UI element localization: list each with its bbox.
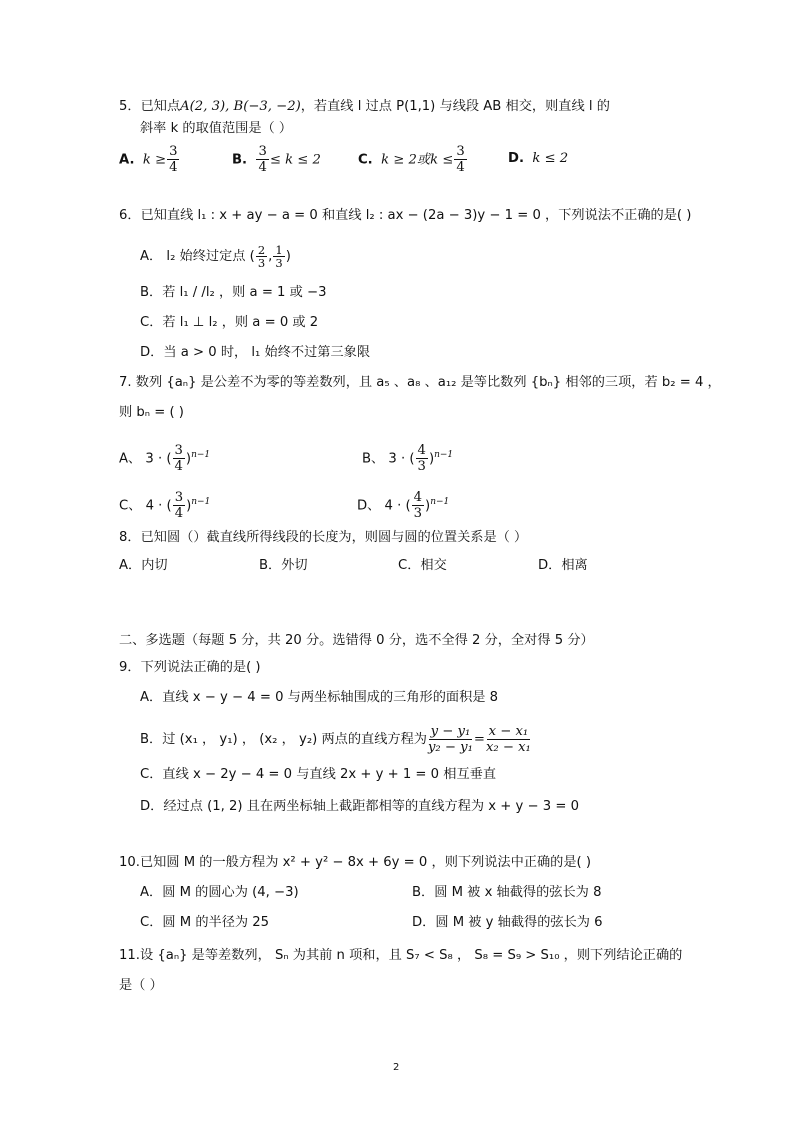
q5-stem-line2: 斜率 k 的取值范围是（ ）: [140, 121, 293, 136]
numerator: 4: [417, 442, 426, 458]
option-label: C.: [358, 152, 373, 168]
q7-stem-line2: 则 bₙ = ( ): [119, 405, 184, 420]
numerator: 3: [174, 489, 184, 505]
q5-stem: [119, 97, 610, 117]
fraction: [416, 443, 428, 474]
q8-option-c: C．相交: [398, 558, 447, 573]
q5-option-c: [358, 144, 468, 176]
q5-mid: ，若直线 l 过点 P(1,1) 与线段 AB 相交，则直线 l 的: [300, 99, 610, 114]
option-label: D.: [508, 151, 524, 166]
fraction: [273, 244, 284, 269]
denominator: 3: [275, 255, 283, 270]
q9-b-pre: B．过 (x₁ ， y₁) ， (x₂ ， y₂) 两点的直线方程为: [140, 732, 427, 747]
numerator: 3: [456, 144, 465, 159]
q6-option-a: A． l₂ 始终过定点 ( $\frac{2}{3}$ , $\frac{1}{3}$ ): [140, 242, 291, 270]
denominator: 3: [257, 255, 266, 270]
q5-c-expr: k ≥ 2或k ≤: [381, 152, 454, 168]
fraction: [428, 724, 473, 755]
q9-option-d: D．经过点 (1, 2) 且在两坐标轴上截距都相等的直线方程为 x + y − 3 = 0: [140, 799, 579, 814]
q10-option-a: A．圆 M 的圆心为 (4, −3): [140, 885, 299, 900]
denominator: x₂ − x₁: [485, 739, 531, 755]
q10-stem: 10.已知圆 M 的一般方程为 x² + y² − 8x + 6y = 0 ，则下列说法中正确的是( ): [119, 855, 592, 870]
option-label: A.: [119, 152, 135, 168]
q9-option-a: A．直线 x − y − 4 = 0 与两坐标轴围成的三角形的面积是 8: [140, 690, 499, 705]
q7-c-pre: C、 4 · (: [119, 498, 172, 514]
q7-b-pre: B、 3 · (: [362, 451, 415, 467]
q10-option-c: C．圆 M 的半径为 25: [140, 915, 270, 930]
page-number: 2: [393, 1062, 400, 1073]
q7-option-d: D、 4 · ( $\frac{4}{3}$ )$^{n-1}$: [357, 489, 450, 521]
q9-option-b: B．过 (x₁ ， y₁) ， (x₂ ， y₂) 两点的直线方程为 $\frac{\text{y − y₁}}{\text{y₂ − y₁}}$ = $\frac{\text{x − x₁}}{\text{x₂ − x₁}}$: [140, 723, 531, 755]
q7-stem: 7. 数列 {aₙ} 是公差不为零的等差数列，且 a₅ 、a₈ 、a₁₂ 是等比数列 {bₙ} 相邻的三项，若 b₂ = 4 ，: [119, 375, 721, 390]
denominator: 4: [174, 505, 184, 521]
exponent: n−1: [430, 497, 450, 507]
denominator: y₂ − y₁: [427, 739, 473, 755]
q11-stem: 11.设 {aₙ} 是等差数列， Sₙ 为其前 n 项和，且 S₇ < S₈ ， S₈ = S₉ > S₁₀ ，则下列结论正确的: [119, 948, 683, 963]
q5-d-expr: k ≤ 2: [532, 151, 569, 166]
q6-option-d: D．当 a > 0 时， l₁ 始终不过第三象限: [140, 345, 371, 360]
fraction: [412, 490, 424, 521]
q8-option-b: B．外切: [259, 558, 308, 573]
exponent: n−1: [191, 497, 211, 507]
numerator: x − x₁: [488, 723, 529, 739]
fraction: [454, 144, 466, 175]
q6-option-c: C．若 l₁ ⊥ l₂ ，则 a = 0 或 2: [140, 315, 319, 330]
section-multi-choice-heading: 二、多选题（每题 5 分，共 20 分。选错得 0 分，选不全得 2 分，全对得 5 分）: [119, 633, 594, 648]
q6-stem: 6．已知直线 l₁ : x + ay − a = 0 和直线 l₂ : ax − (2a − 3)y − 1 = 0 ，下列说法不正确的是( ): [119, 208, 692, 223]
numerator: 3: [169, 144, 178, 159]
q10-option-d: D．圆 M 被 y 轴截得的弦长为 6: [412, 915, 603, 930]
q7-option-c: C、 4 · ( $\frac{3}{4}$ )$^{n-1}$: [119, 489, 211, 521]
q6-a-pre: A． l₂ 始终过定点 (: [140, 249, 255, 264]
q5-option-b: [232, 144, 321, 176]
numerator: 1: [275, 242, 283, 257]
q10-option-b: B．圆 M 被 x 轴截得的弦长为 8: [412, 885, 602, 900]
q5-option-d: [508, 144, 568, 174]
option-label: B.: [232, 152, 248, 168]
q8-option-d: D．相离: [538, 558, 588, 573]
q9-stem: 9．下列说法正确的是( ): [119, 660, 261, 675]
q11-stem-line2: 是（ ）: [119, 978, 163, 993]
q5-lead: 5．已知点: [119, 99, 181, 114]
exponent: n−1: [191, 450, 211, 460]
q5-option-a: [119, 144, 180, 176]
q7-option-a: A、 3 · ( $\frac{3}{4}$ )$^{n-1}$: [119, 442, 211, 474]
fraction: [256, 244, 267, 269]
q7-a-pre: A、 3 · (: [119, 451, 172, 467]
exponent: n−1: [434, 450, 454, 460]
numerator: y − y₁: [430, 723, 471, 739]
q5-b-expr: ≤ k ≤ 2: [269, 152, 321, 168]
q5-points: A(2, 3), B(−3, −2): [180, 99, 301, 114]
numerator: 3: [174, 442, 183, 458]
q9-option-c: C．直线 x − 2y − 4 = 0 与直线 2x + y + 1 = 0 相互垂直: [140, 767, 497, 782]
q7-option-b: B、 3 · ( $\frac{4}{3}$ )$^{n-1}$: [362, 442, 454, 474]
q7-d-pre: D、 4 · (: [357, 498, 411, 514]
fraction: [486, 724, 531, 755]
q5-a-expr: k ≥: [142, 152, 167, 168]
denominator: 4: [174, 458, 183, 474]
fraction: [256, 144, 268, 175]
numerator: 4: [413, 489, 423, 505]
denominator: 4: [456, 160, 465, 175]
fraction: [173, 443, 185, 474]
denominator: 4: [169, 160, 178, 175]
numerator: 2: [257, 242, 266, 257]
denominator: 3: [417, 458, 426, 474]
fraction: [173, 490, 185, 521]
fraction: [167, 144, 179, 175]
denominator: 3: [413, 505, 423, 521]
q8-option-a: A．内切: [119, 558, 168, 573]
denominator: 4: [258, 160, 267, 175]
q6-option-b: B．若 l₁ / /l₂ ，则 a = 1 或 −3: [140, 285, 327, 300]
q8-stem: 8．已知圆（）截直线所得线段的长度为，则圆与圆的位置关系是（ ）: [119, 530, 528, 545]
numerator: 3: [258, 144, 267, 159]
